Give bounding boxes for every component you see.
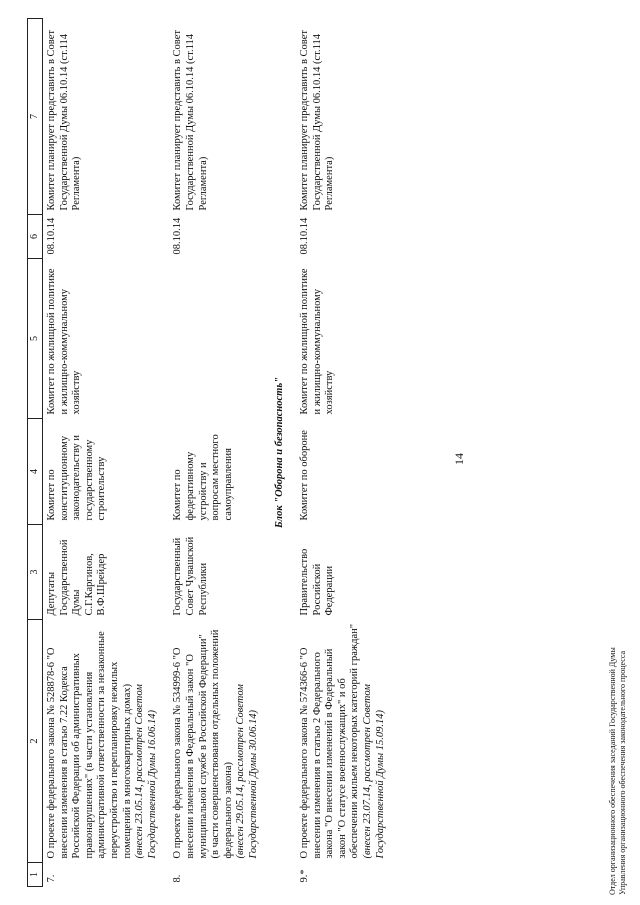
- bill-title: О проекте федерального закона № 534999-6 "О внесении изменения в Федеральный закон "О муниципальной службе в Российской Федерации" (в части совершенствования отдельных положений федерального закона): [172, 629, 234, 859]
- bill-note: (внесен 23.05.14, рассмотрен Советом Государственной Думы 16.06.14): [134, 684, 158, 859]
- block-heading: Блок "Оборона и безопасность": [273, 377, 285, 528]
- col-header-5: 5: [28, 259, 43, 419]
- author-cell: Правительство Российской Федерации: [299, 548, 336, 616]
- bill-title: О проекте федерального закона № 528878-6 "О внесении изменения в статью 7.22 Кодекса Российской Федерации об административных правонарушениях" (в части установления административной ответственности за незаконные переустройство и перепланировку нежилых помещений в многоквартирных домах): [46, 631, 133, 859]
- col-header-7: 7: [28, 19, 43, 215]
- coexecutor-cell: [169, 259, 270, 419]
- plan-cell: Комитет планирует представить в Совет Государственной Думы 06.10.14 (ст.114 Регламента): [172, 30, 209, 211]
- bill-cell: [43, 620, 170, 863]
- coexecutor-cell: Комитет по жилищной политике и жилищно-коммунальному хозяйству: [299, 268, 336, 415]
- responsible-cell: Комитет по обороне: [299, 430, 311, 521]
- coexecutor-cell: Комитет по жилищной политике и жилищно-коммунальному хозяйству: [46, 268, 83, 415]
- footer-line: Управления организационного обеспечения законодательного процесса: [618, 650, 627, 895]
- responsible-cell: Комитет по федеративному устройству и вопросам местного самоуправления: [172, 434, 234, 521]
- responsible-cell: Комитет по конституционному законодательству и государственному строительству: [46, 434, 108, 521]
- block-heading-row: [271, 19, 297, 887]
- bill-cell: [296, 620, 397, 863]
- page-number: 14: [452, 453, 466, 465]
- bill-title: О проекте федерального закона № 574366-6 "О внесении изменения в статью 2 Федерального закона "О внесении изменений в Федеральный закон "О статусе военнослужащих" и об обеспечении жильем некоторых категорий граждан": [299, 623, 361, 859]
- bills-table: [27, 18, 397, 887]
- col-header-6: 6: [28, 215, 43, 259]
- footer-line: Отдел организационного обеспечения заседаний Государственной Думы: [608, 647, 617, 895]
- bill-note: (внесен 29.05.14, рассмотрен Советом Государственной Думы 30.06.14): [235, 684, 259, 859]
- author-cell: Государственный Совет Чувашской Республики: [172, 536, 209, 616]
- table-row: [169, 19, 270, 887]
- row-number: 8.: [172, 874, 184, 883]
- header-row: [28, 19, 43, 887]
- date-cell: 08.10.14: [299, 217, 311, 255]
- plan-cell: Комитет планирует представить в Совет Государственной Думы 06.10.14 (ст.114 Регламента): [299, 30, 336, 211]
- table-row: [296, 19, 397, 887]
- page-footer: [608, 647, 628, 895]
- col-header-3: 3: [28, 525, 43, 620]
- date-cell: 08.10.14: [46, 217, 57, 255]
- bill-note: (внесен 23.07.14, рассмотрен Советом Государственной Думы 15.09.14): [362, 684, 386, 859]
- row-number: 7.: [46, 874, 57, 883]
- author-cell: Депутаты Государственной Думы С.Г.Каргинов, В.Ф.Шрейдер: [46, 539, 108, 616]
- bill-cell: [169, 620, 270, 863]
- col-header-4: 4: [28, 419, 43, 525]
- col-header-1: 1: [28, 863, 43, 887]
- plan-cell: Комитет планирует представить в Совет Государственной Думы 06.10.14 (ст.114 Регламента): [46, 30, 83, 211]
- row-number: 9.*: [299, 869, 311, 883]
- date-cell: 08.10.14: [172, 217, 184, 255]
- table-row: [43, 19, 170, 887]
- col-header-2: 2: [28, 620, 43, 863]
